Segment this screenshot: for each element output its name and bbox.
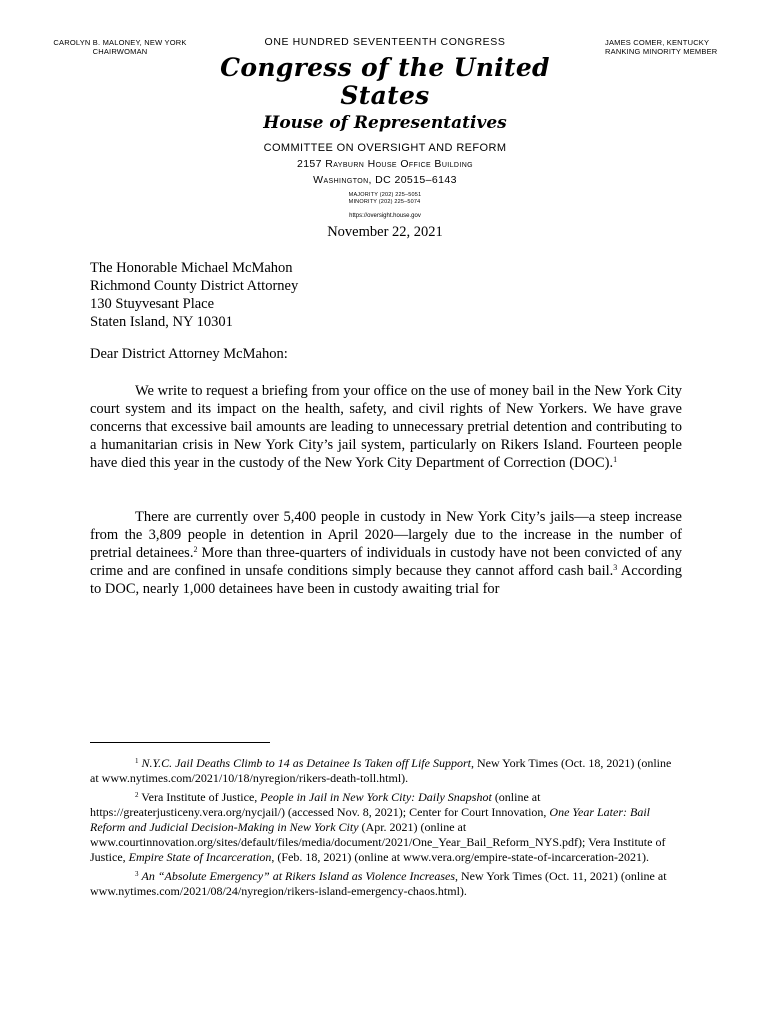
- ranking-name: JAMES COMER, KENTUCKY: [605, 38, 710, 47]
- salutation: Dear District Attorney McMahon:: [90, 346, 288, 362]
- footnote-divider: [90, 742, 270, 743]
- footnote-text: (Apr. 2021) (online at www.courtinnovation.org/sites/default/files/media/document/2021/One_Year_Bail_Reform_NYS.pdf); Vera Institute of Justice,: [90, 820, 666, 864]
- congress-number: ONE HUNDRED SEVENTEENTH CONGRESS: [264, 36, 506, 48]
- paragraph-2-text-c: According to DOC, nearly 1,000 detainees have been in custody awaiting trial for: [90, 563, 682, 597]
- footnote-ref-3: 3: [613, 563, 618, 572]
- footnote-3: [90, 869, 675, 899]
- footnote-number: 3: [135, 870, 139, 878]
- paragraph-2: [90, 508, 682, 598]
- footnote-text: (online at https://greaterjusticeny.vera.org/nycjail/) (accessed Nov. 8, 2021); Center for Court Innovation,: [90, 790, 550, 819]
- footnote-text: Vera Institute of Justice,: [141, 790, 261, 804]
- address-line-1: 2157 Rayburn House Office Building: [296, 158, 474, 170]
- letterhead: [185, 36, 585, 219]
- chair-block: [40, 38, 200, 56]
- chair-name: CAROLYN B. MALONEY, NEW YORK: [53, 38, 187, 47]
- paragraph-2-text-a: There are currently over 5,400 people in custody in New York City’s jails—a steep increase from the 3,809 people in detention in April 2020—largely due to the increase in the number of pretrial detainees.: [90, 509, 682, 561]
- phone-majority: MAJORITY (202) 225–5051: [348, 192, 422, 198]
- footnote-title: People in Jail in New York City: Daily Snapshot: [260, 790, 492, 804]
- footnote-title: N.Y.C. Jail Deaths Climb to 14 as Detainee Is Taken off Life Support: [141, 756, 471, 770]
- website: https://oversight.house.gov: [349, 213, 421, 219]
- address-line-2: Washington, DC 20515–6143: [313, 174, 457, 186]
- footnote-1: [90, 756, 675, 786]
- paragraph-1: [90, 382, 682, 472]
- addressee-line: Richmond County District Attorney: [90, 278, 299, 294]
- footnote-number: 1: [135, 757, 139, 765]
- footnote-text: , New York Times (Oct. 18, 2021) (online at www.nytimes.com/2021/10/18/nyregion/rikers-death-toll.html).: [90, 756, 672, 785]
- chair-title: CHAIRWOMAN: [92, 47, 148, 56]
- footnote-text: , New York Times (Oct. 11, 2021) (online at www.nytimes.com/2021/08/24/nyregion/rikers-island-emergency-chaos.html).: [90, 869, 667, 898]
- paragraph-1-text: We write to request a briefing from your office on the use of money bail in the New York City court system and its impact on the health, safety, and civil rights of New Yorkers. We have grave concerns that excessive bail amounts are leading to unnecessary pretrial detention and contributing to a humanitarian crisis in New York City’s jail system, particularly on Rikers Island. Fourteen people have died this year in the custody of the New York City Department of Correction (DOC).: [90, 383, 682, 471]
- footnote-title: One Year Later: Bail Reform and Judicial Decision-Making in New York City: [90, 805, 650, 834]
- footnote-title: An “Absolute Emergency” at Rikers Island as Violence Increases: [141, 869, 455, 883]
- ranking-title: RANKING MINORITY MEMBER: [605, 47, 718, 56]
- footnote-2: [90, 790, 675, 865]
- paragraph-2-text-b: More than three-quarters of individuals in custody have not been convicted of any crime and are confined in unsafe conditions simply because they cannot afford cash bail.: [90, 545, 683, 579]
- house-title: House of Representatives: [263, 113, 507, 133]
- addressee-line: Staten Island, NY 10301: [90, 314, 233, 330]
- letter-date: November 22, 2021: [327, 224, 443, 240]
- footnotes: [90, 756, 675, 903]
- addressee-block: [90, 259, 690, 331]
- addressee-line: The Honorable Michael McMahon: [90, 260, 293, 276]
- footnote-title: Empire State of Incarceration: [128, 850, 272, 864]
- footnote-ref-2: 2: [193, 545, 198, 554]
- ranking-member-block: [605, 38, 730, 56]
- phone-minority: MINORITY (202) 225–5074: [348, 199, 421, 205]
- phone-numbers: [349, 192, 422, 206]
- addressee-line: 130 Stuyvesant Place: [90, 296, 215, 312]
- committee-name: COMMITTEE ON OVERSIGHT AND REFORM: [263, 142, 507, 154]
- congress-title: Congress of the United States: [220, 53, 550, 110]
- footnote-text: , (Feb. 18, 2021) (online at www.vera.org/empire-state-of-incarceration-2021).: [271, 850, 649, 864]
- footnote-number: 2: [135, 791, 139, 799]
- footnote-ref-1: 1: [613, 455, 618, 464]
